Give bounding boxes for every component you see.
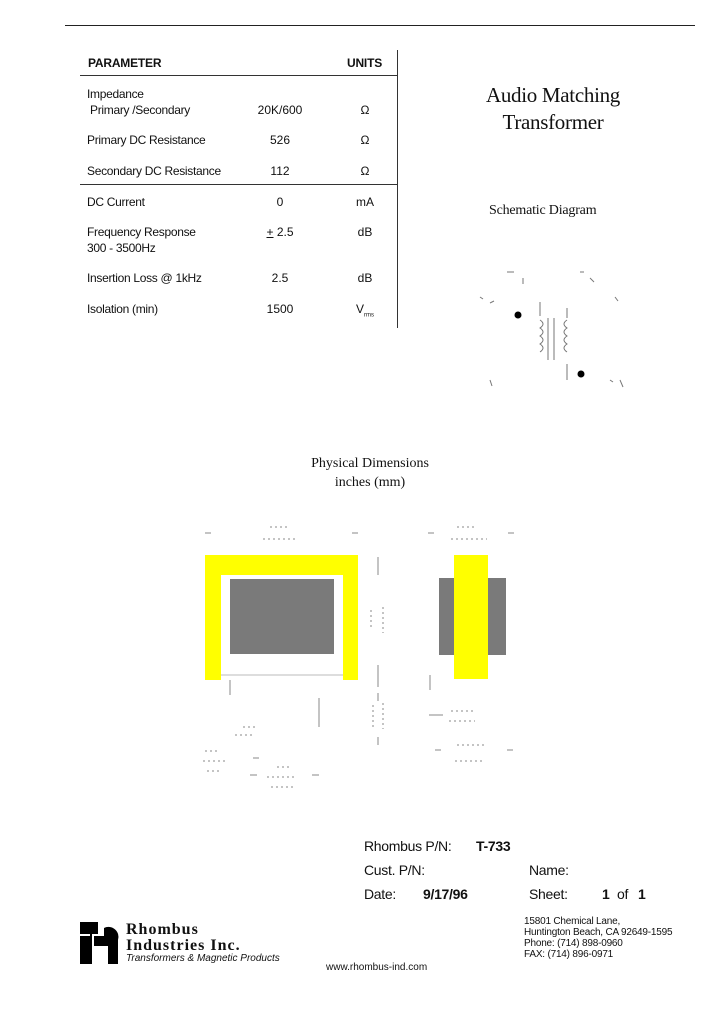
company-logo-icon [78, 920, 122, 966]
dim-base-label [455, 745, 485, 761]
address-line: Huntington Beach, CA 92649-1595 [524, 927, 673, 938]
name-label: Name: [529, 862, 569, 878]
value-primary-dcr: 526 [269, 133, 291, 147]
secondary-coil [564, 320, 567, 352]
company-tagline: Transformers & Magnetic Products [126, 953, 280, 964]
schematic-title: Schematic Diagram [489, 203, 597, 218]
pin-mark-9 [610, 380, 613, 382]
pin-mark-6 [490, 301, 494, 303]
param-secondary-dcr: Secondary DC Resistance [87, 164, 221, 178]
rhombus-pn-label: Rhombus P/N: [364, 838, 452, 854]
param-frequency-response: Frequency Response [87, 225, 196, 239]
address-block [524, 916, 672, 960]
product-title-line1: Audio Matching [485, 83, 621, 107]
value-isolation: 1500 [266, 302, 294, 316]
company-name-line2: Industries Inc. [126, 937, 241, 954]
header-units: UNITS [347, 56, 383, 70]
table-right-rule [397, 50, 398, 328]
polarity-dot-secondary [578, 371, 585, 378]
address-line: 15801 Chemical Lane, [524, 916, 621, 927]
dim-height-label [371, 607, 383, 633]
value-secondary-dcr: 112 [270, 164, 290, 178]
sheet-label: Sheet: [529, 886, 568, 902]
sheet-of: of [617, 886, 629, 902]
table-header-rule [80, 75, 397, 76]
dim-standoff-label [449, 711, 475, 721]
sheet-number: 1 [602, 886, 610, 902]
pin-mark-4 [590, 278, 594, 282]
unit-isolation-rms: rms [364, 312, 375, 319]
unit-primary-dcr: Ω [360, 133, 370, 147]
polarity-dot-primary [515, 312, 522, 319]
unit-secondary-dcr: Ω [360, 164, 370, 178]
pin-mark-7 [615, 297, 618, 301]
param-frequency-range: 300 - 3500Hz [87, 241, 156, 255]
physical-title-line2: inches (mm) [334, 475, 406, 490]
value-dc-current: 0 [276, 195, 284, 209]
plus-minus-sign: + [266, 225, 274, 239]
param-impedance-sub: Primary /Secondary [90, 103, 190, 117]
date-label: Date: [364, 886, 396, 902]
physical-title-line1: Physical Dimensions [311, 456, 429, 471]
side-yellow-frame [454, 555, 488, 679]
unit-dc-current: mA [356, 195, 374, 209]
param-insertion-loss: Insertion Loss @ 1kHz [87, 271, 202, 285]
table-mid-rule [80, 184, 397, 185]
side-view [439, 555, 506, 679]
param-impedance: Impedance [87, 87, 144, 101]
unit-frequency-response: dB [357, 225, 373, 239]
pin-mark-5 [480, 297, 483, 299]
front-body [230, 579, 334, 654]
product-title-line2: Transformer [502, 110, 604, 134]
schematic-diagram [470, 260, 640, 400]
value-insertion-loss: 2.5 [271, 271, 289, 285]
unit-isolation [356, 302, 374, 318]
cust-pn-label: Cust. P/N: [364, 862, 425, 878]
date-value: 9/17/96 [423, 886, 468, 902]
sheet-total: 1 [638, 886, 646, 902]
param-isolation: Isolation (min) [87, 302, 158, 316]
param-dc-current: DC Current [87, 195, 145, 209]
unit-insertion-loss: dB [357, 271, 373, 285]
company-name-line1: Rhombus [126, 921, 199, 938]
dim-depth-label [451, 527, 487, 539]
unit-impedance: Ω [360, 103, 370, 117]
dimension-drawing [195, 515, 525, 805]
address-line: FAX: (714) 896-0971 [524, 949, 614, 960]
address-line: Phone: (714) 898-0960 [524, 938, 623, 949]
header-parameter: PARAMETER [88, 56, 162, 70]
unit-isolation-v: V [356, 302, 365, 316]
primary-coil [540, 320, 543, 352]
value-frequency-response-number: 2.5 [273, 225, 294, 239]
pin-mark-10 [620, 380, 623, 387]
dim-pad-label [203, 751, 225, 771]
value-frequency-response [250, 225, 310, 239]
dim-lead-spacing-label [235, 727, 255, 735]
rhombus-pn-value: T-733 [476, 838, 511, 854]
dim-lead-label [373, 703, 383, 729]
pin-mark-8 [490, 380, 492, 386]
param-primary-dcr: Primary DC Resistance [87, 133, 206, 147]
dim-width-label [263, 527, 295, 539]
company-website: www.rhombus-ind.com [326, 962, 428, 973]
dim-spacing-label [267, 767, 297, 787]
front-view [205, 555, 358, 680]
value-impedance: 20K/600 [257, 103, 303, 117]
top-rule [65, 25, 695, 26]
